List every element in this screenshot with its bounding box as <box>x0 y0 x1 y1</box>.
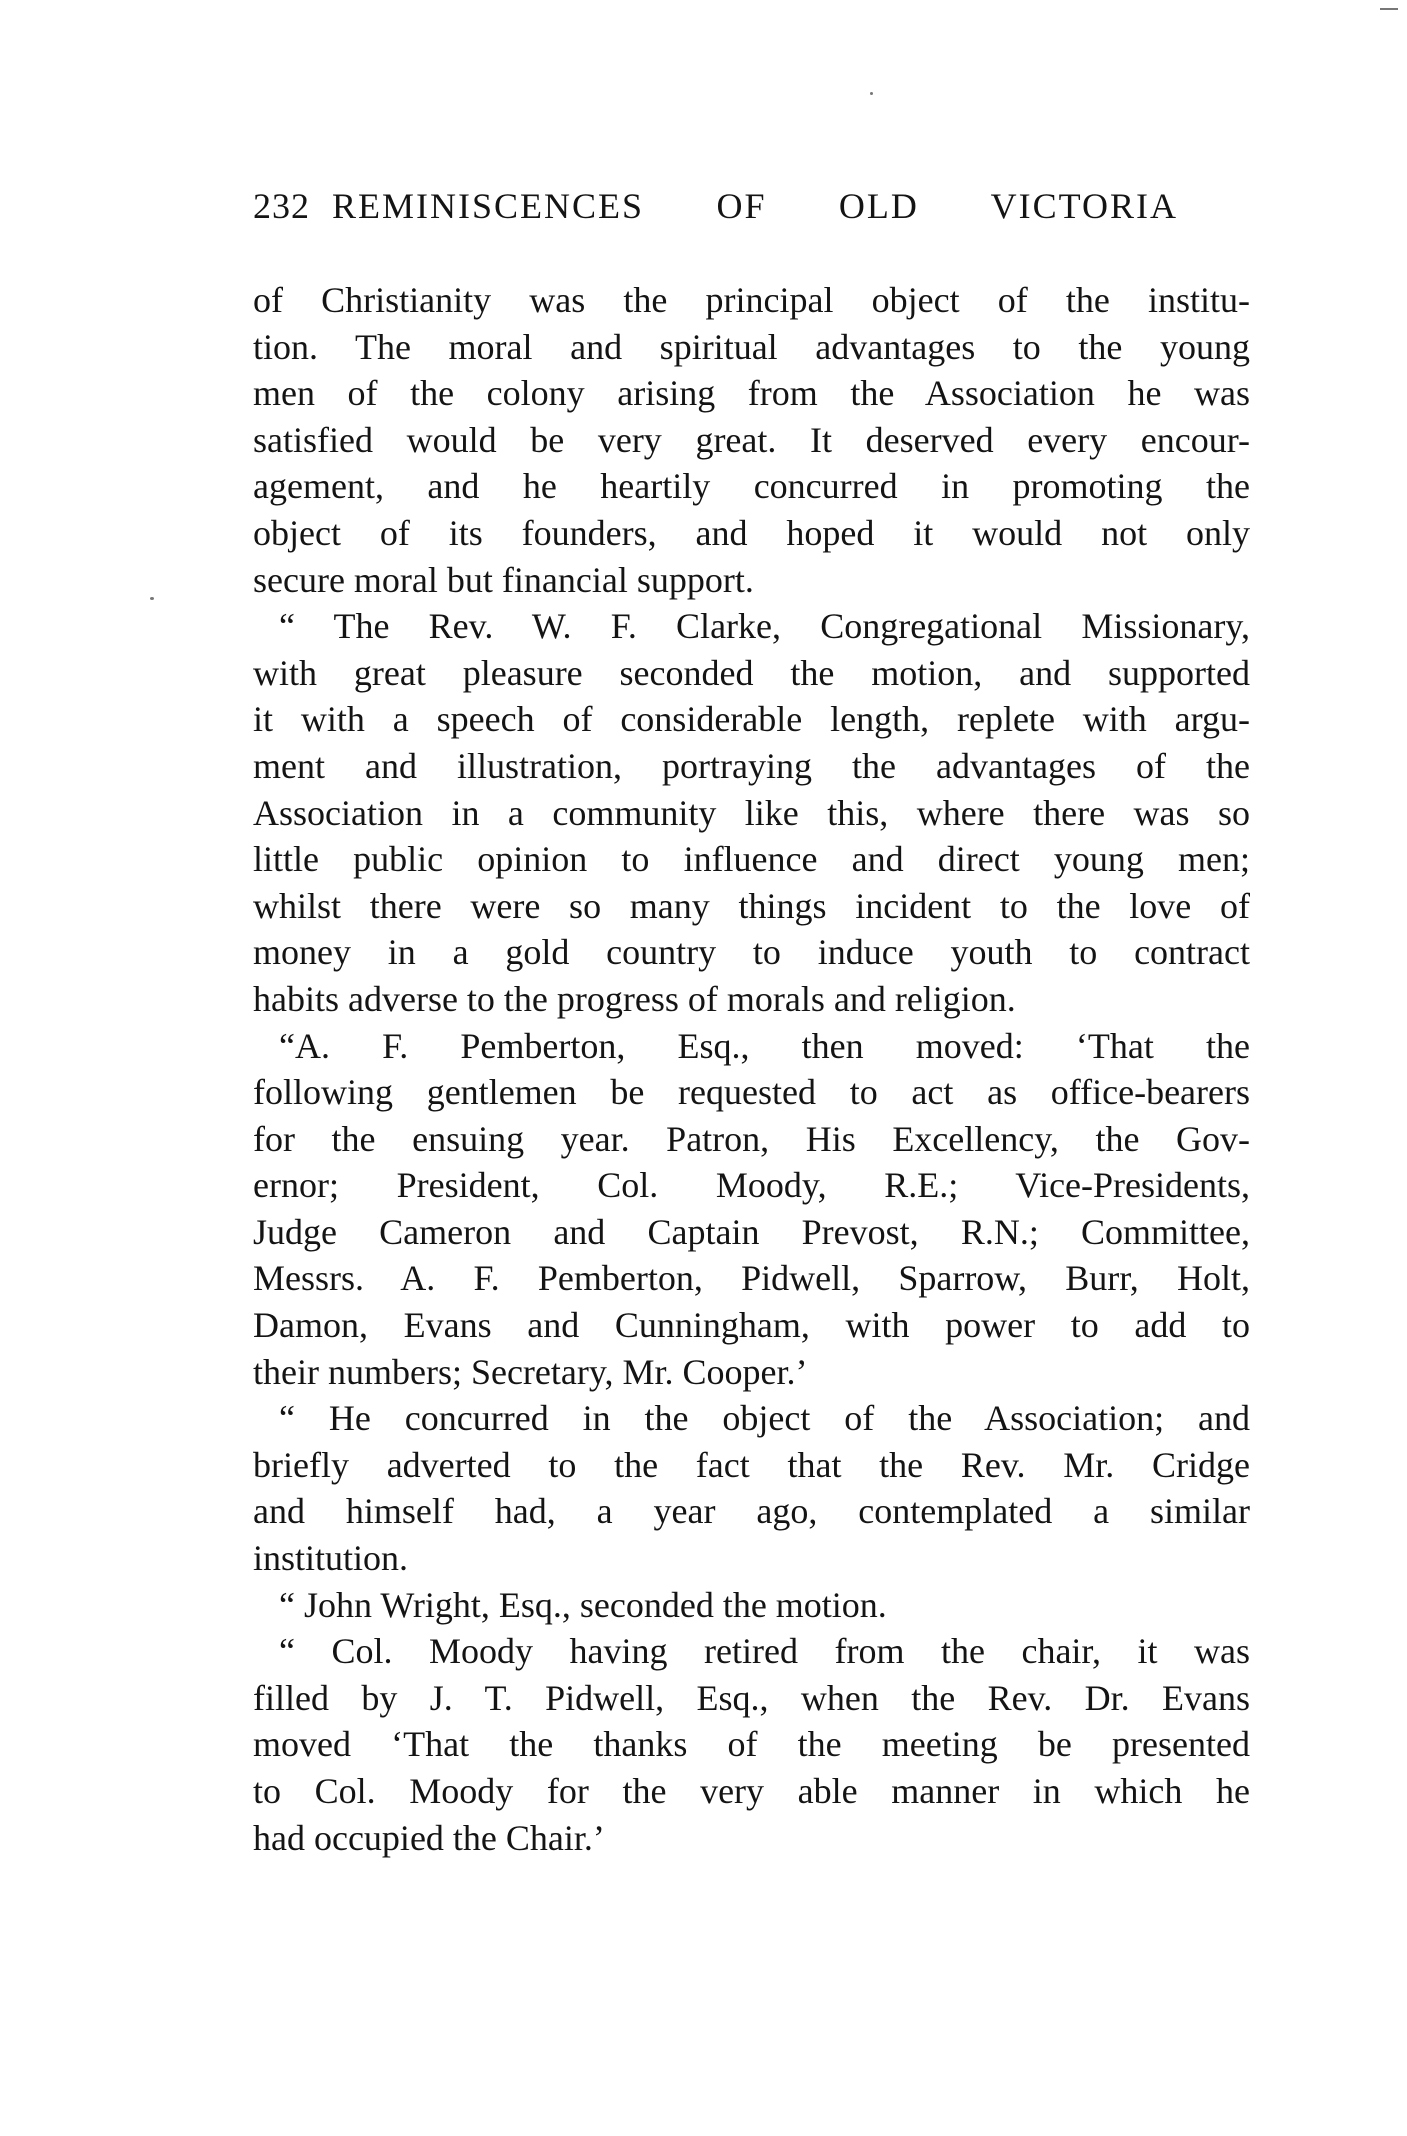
text-line: ernor; President, Col. Moody, R.E.; Vice-Presidents, <box>253 1165 1250 1206</box>
text-line: Association in a community like this, where there was so <box>253 792 1250 833</box>
text-line: “A. F. Pemberton, Esq., then moved: ‘That the <box>279 1025 1250 1066</box>
paragraph <box>253 277 1250 603</box>
text-line: tion. The moral and spiritual advantages to the young <box>253 326 1250 367</box>
text-line: “ Col. Moody having retired from the chair, it was <box>279 1631 1250 1672</box>
text-line: for the ensuing year. Patron, His Excellency, the Gov- <box>253 1118 1250 1159</box>
text-line: habits adverse to the progress of morals and religion. <box>253 978 1016 1019</box>
text-line: “ John Wright, Esq., seconded the motion. <box>279 1584 887 1625</box>
paragraph <box>253 1395 1250 1581</box>
text-line: agement, and he heartily concurred in promoting the <box>253 466 1250 507</box>
text-line: Damon, Evans and Cunningham, with power to add to <box>253 1305 1250 1346</box>
text-line: had occupied the Chair.’ <box>253 1817 605 1858</box>
text-line: satisfied would be very great. It deserved every encour- <box>253 419 1250 460</box>
text-line: whilst there were so many things incident to the love of <box>253 885 1250 926</box>
body-text <box>253 277 1250 1861</box>
text-line: of Christianity was the principal object of the institu- <box>253 280 1250 320</box>
text-line: men of the colony arising from the Association he was <box>253 373 1250 414</box>
text-line: briefly adverted to the fact that the Rev. Mr. Cridge <box>253 1444 1250 1485</box>
scan-speck <box>870 92 873 95</box>
scan-speck <box>150 597 154 600</box>
text-line: following gentlemen be requested to act as office-bearers <box>253 1072 1250 1113</box>
text-line: little public opinion to influence and direct young men; <box>253 839 1250 880</box>
running-header <box>253 183 1178 229</box>
text-line: money in a gold country to induce youth to contract <box>253 932 1250 973</box>
text-line: and himself had, a year ago, contemplated a similar <box>253 1491 1250 1532</box>
text-line: it with a speech of considerable length, replete with argu- <box>253 699 1250 740</box>
text-line: with great pleasure seconded the motion, and supported <box>253 652 1250 693</box>
scan-speck <box>1380 8 1398 10</box>
text-line: Messrs. A. F. Pemberton, Pidwell, Sparrow, Burr, Holt, <box>253 1258 1250 1299</box>
text-line: object of its founders, and hoped it would not only <box>253 512 1250 553</box>
paragraph <box>253 1628 1250 1861</box>
text-line: to Col. Moody for the very able manner in which he <box>253 1771 1250 1811</box>
text-line: “ He concurred in the object of the Association; and <box>279 1398 1250 1439</box>
text-line: their numbers; Secretary, Mr. Cooper.’ <box>253 1351 808 1392</box>
text-line: moved ‘That the thanks of the meeting be presented <box>253 1724 1250 1765</box>
page-number: 232 <box>253 186 310 226</box>
paragraph <box>253 603 1250 1022</box>
paragraph <box>253 1582 1250 1629</box>
text-line: ment and illustration, portraying the advantages of the <box>253 745 1250 786</box>
text-line: filled by J. T. Pidwell, Esq., when the Rev. Dr. Evans <box>253 1677 1250 1718</box>
paragraph <box>253 1023 1250 1396</box>
text-line: Judge Cameron and Captain Prevost, R.N.; Committee, <box>253 1211 1250 1252</box>
text-line: institution. <box>253 1538 409 1579</box>
text-line: secure moral but financial support. <box>253 559 754 600</box>
text-line: “ The Rev. W. F. Clarke, Congregational Missionary, <box>279 606 1250 647</box>
running-title: REMINISCENCES OF OLD VICTORIA <box>332 186 1178 226</box>
